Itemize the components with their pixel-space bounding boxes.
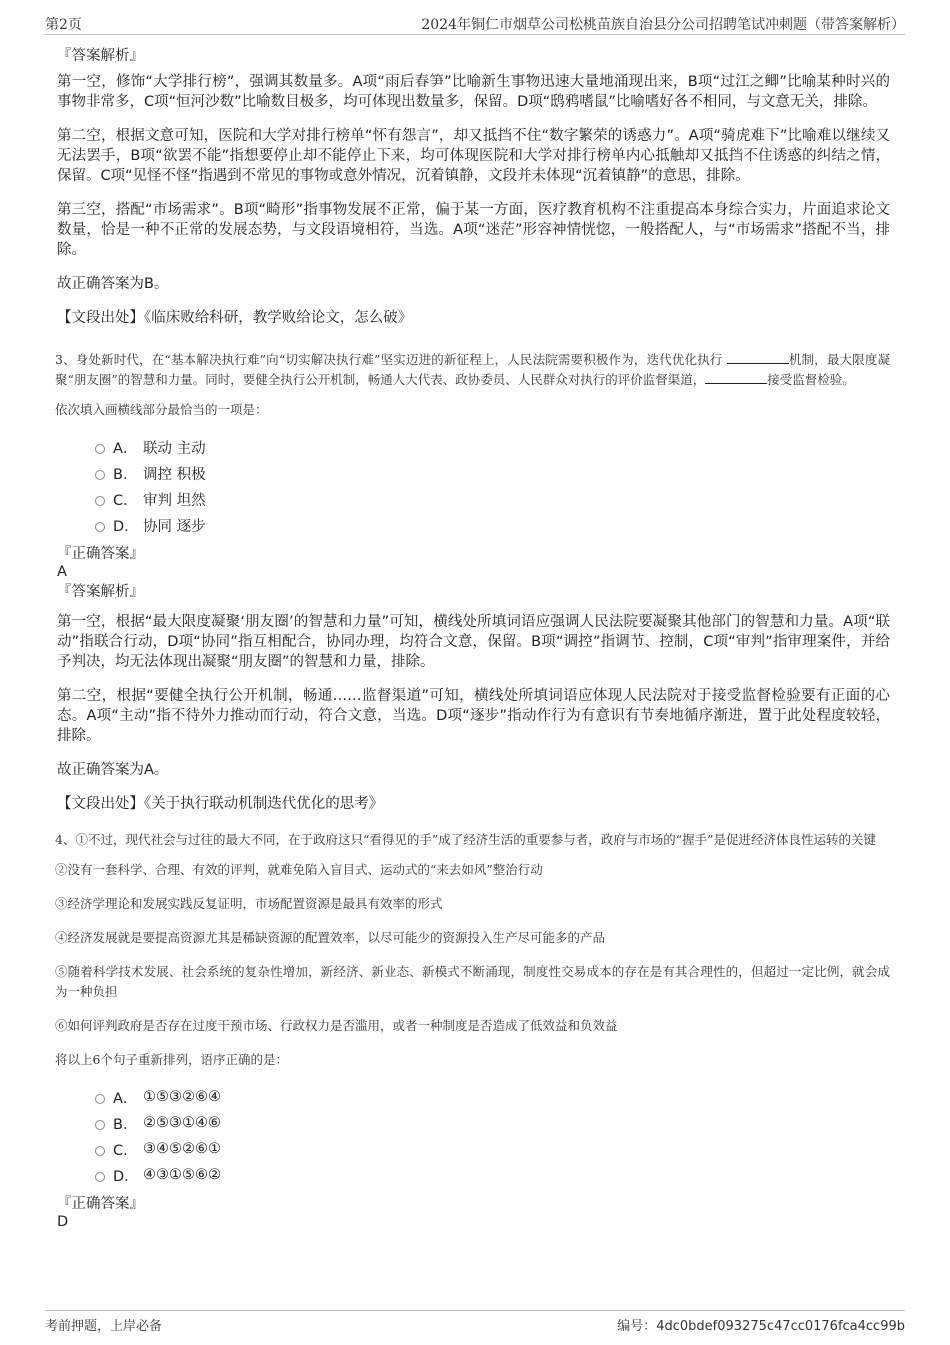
radio-icon[interactable] xyxy=(95,1120,105,1130)
q3-correct-answer: A xyxy=(57,564,67,580)
q4-sentence: ⑤随着科学技术发展、社会系统的复杂性增加，新经济、新业态、新模式不断涌现，制度性交易成本的存在是有其合理性的，但超过一定比例，就会成为一种负担 xyxy=(55,964,890,999)
q2-analysis-label: 『答案解析』 xyxy=(57,48,144,64)
fill-blank xyxy=(705,371,767,384)
page-header xyxy=(45,12,905,35)
document-title: 2024年铜仁市烟草公司松桃苗族自治县分公司招聘笔试冲刺题（带答案解析） xyxy=(421,17,905,33)
q3-prompt: 依次填入画横线部分最恰当的一项是： xyxy=(55,402,268,417)
q2-analysis-paragraph: 第一空，修饰“大学排行榜”，强调其数量多。A项“雨后春笋”比喻新生事物迅速大量地涌现出来，B项“过江之鲫”比喻某种时兴的事物非常多，C项“恒河沙数”比喻数目极多，均可体现出数量多，保留。D项“鸱鸦嗜鼠”比喻嗜好各不相同，与文意无关，排除。 xyxy=(57,74,890,110)
q3-correct-label: 『正确答案』 xyxy=(57,546,144,562)
q4-option-c[interactable]: C． ③④⑤②⑥① xyxy=(95,1136,890,1162)
q3-source: 【文段出处】《关于执行联动机制迭代优化的思考》 xyxy=(57,796,384,812)
q4-option-b[interactable]: B． ②⑤③①④⑥ xyxy=(95,1110,890,1136)
q4-prompt: 将以上6个句子重新排列，语序正确的是： xyxy=(55,1052,288,1067)
footer-slogan: 考前押题，上岸必备 xyxy=(45,1319,163,1334)
q2-analysis-paragraph: 第三空，搭配“市场需求”。B项“畸形”指事物发展不正常，偏于某一方面，医疗教育机构不注重提高本身综合实力，片面追求论文数量，恰是一种不正常的发展态势，与文段语境相符，当选。A项“迷茫”形容神情恍惚，一般搭配人，与“市场需求”搭配不当，排除。 xyxy=(57,202,890,258)
q3-analysis-paragraph: 第一空，根据“最大限度凝聚‘朋友圈’的智慧和力量”可知，横线处所填词语应强调人民法院要凝聚其他部门的智慧和力量。A项“联动”指联合行动，D项“协同”指互相配合，协同办理，均符合文意，保留。B项“调控”指调节、控制，C项“审判”指审理案件，并给予判决，均无法体现出凝聚“朋友圈”的智慧和力量，排除。 xyxy=(57,614,890,670)
q2-analysis-paragraph: 第二空，根据文意可知，医院和大学对排行榜单“怀有怨言”，却又抵挡不住“数字繁荣的诱惑力”。A项“骑虎难下”比喻难以继续又无法罢手，B项“欲罢不能”指想要停止却不能停止下来，均可体现医院和大学对排行榜单内心抵触却又抵挡不住诱惑的纠结之情，保留。C项“见怪不怪”指遇到不常见的事物或意外情况，沉着镇静，文段并未体现“沉着镇静”的意思，排除。 xyxy=(57,128,890,184)
q2-conclusion: 故正确答案为B。 xyxy=(57,276,169,292)
radio-icon[interactable] xyxy=(95,470,105,480)
q3-option-d[interactable]: D． 协同 逐步 xyxy=(95,512,890,538)
radio-icon[interactable] xyxy=(95,1172,105,1182)
document-body xyxy=(57,46,890,1232)
radio-icon[interactable] xyxy=(95,444,105,454)
q4-sentence: 4、①不过，现代社会与过往的最大不同，在于政府这只“看得见的手”成了经济生活的重要参与者，政府与市场的“握手”是促进经济体良性运转的关键 xyxy=(55,832,877,847)
q2-source: 【文段出处】《临床败给科研，教学败给论文，怎么破》 xyxy=(57,310,413,326)
q4-sentence: ⑥如何评判政府是否存在过度干预市场、行政权力是否滥用，或者一种制度是否造成了低效益和负效益 xyxy=(55,1018,618,1033)
q4-option-d[interactable]: D． ④③①⑤⑥② xyxy=(95,1162,890,1188)
q4-option-a[interactable]: A． ①⑤③②⑥④ xyxy=(95,1084,890,1110)
radio-icon[interactable] xyxy=(95,1094,105,1104)
q3-stem: 3、身处新时代，在“基本解决执行难”向“切实解决执行难”坚实迈进的新征程上，人民法院需要积极作为，迭代优化执行 机制，最大限度凝聚“朋友圈”的智慧和力量。同时，要健全执行公开机制，畅通人大代表、政协委员、人民群众对执行的评价监督渠道， 接受监督检验。 xyxy=(55,352,890,387)
q3-analysis-paragraph: 第二空，根据“要健全执行公开机制，畅通……监督渠道”可知，横线处所填词语应体现人民法院对于接受监督检验要有正面的心态。A项“主动”指不待外力推动而行动，符合文意，当选。D项“逐步”指动作行为有意识有节奏地循序渐进，置于此处程度较轻，排除。 xyxy=(57,688,890,744)
page-number: 第2页 xyxy=(45,17,82,33)
q4-sentence: ④经济发展就是要提高资源尤其是稀缺资源的配置效率，以尽可能少的资源投入生产尽可能多的产品 xyxy=(55,930,606,945)
q4-sentence: ③经济学理论和发展实践反复证明，市场配置资源是最具有效率的形式 xyxy=(55,896,443,911)
q3-options xyxy=(95,434,890,538)
radio-icon[interactable] xyxy=(95,522,105,532)
q4-correct-label: 『正确答案』 xyxy=(57,1196,144,1212)
q3-analysis-label: 『答案解析』 xyxy=(57,584,144,600)
radio-icon[interactable] xyxy=(95,496,105,506)
q4-sentence: ②没有一套科学、合理、有效的评判，就难免陷入盲目式、运动式的“来去如风”整治行动 xyxy=(55,862,543,877)
q3-option-c[interactable]: C． 审判 坦然 xyxy=(95,486,890,512)
q3-option-a[interactable]: A． 联动 主动 xyxy=(95,434,890,460)
radio-icon[interactable] xyxy=(95,1146,105,1156)
q4-options xyxy=(95,1084,890,1188)
q3-option-b[interactable]: B． 调控 积极 xyxy=(95,460,890,486)
document-code: 编号：4dc0bdef093275c47cc0176fca4cc99b xyxy=(617,1319,905,1334)
q4-correct-answer: D xyxy=(57,1214,69,1230)
page-footer xyxy=(45,1310,905,1337)
fill-blank xyxy=(727,351,789,364)
q3-conclusion: 故正确答案为A。 xyxy=(57,762,169,778)
